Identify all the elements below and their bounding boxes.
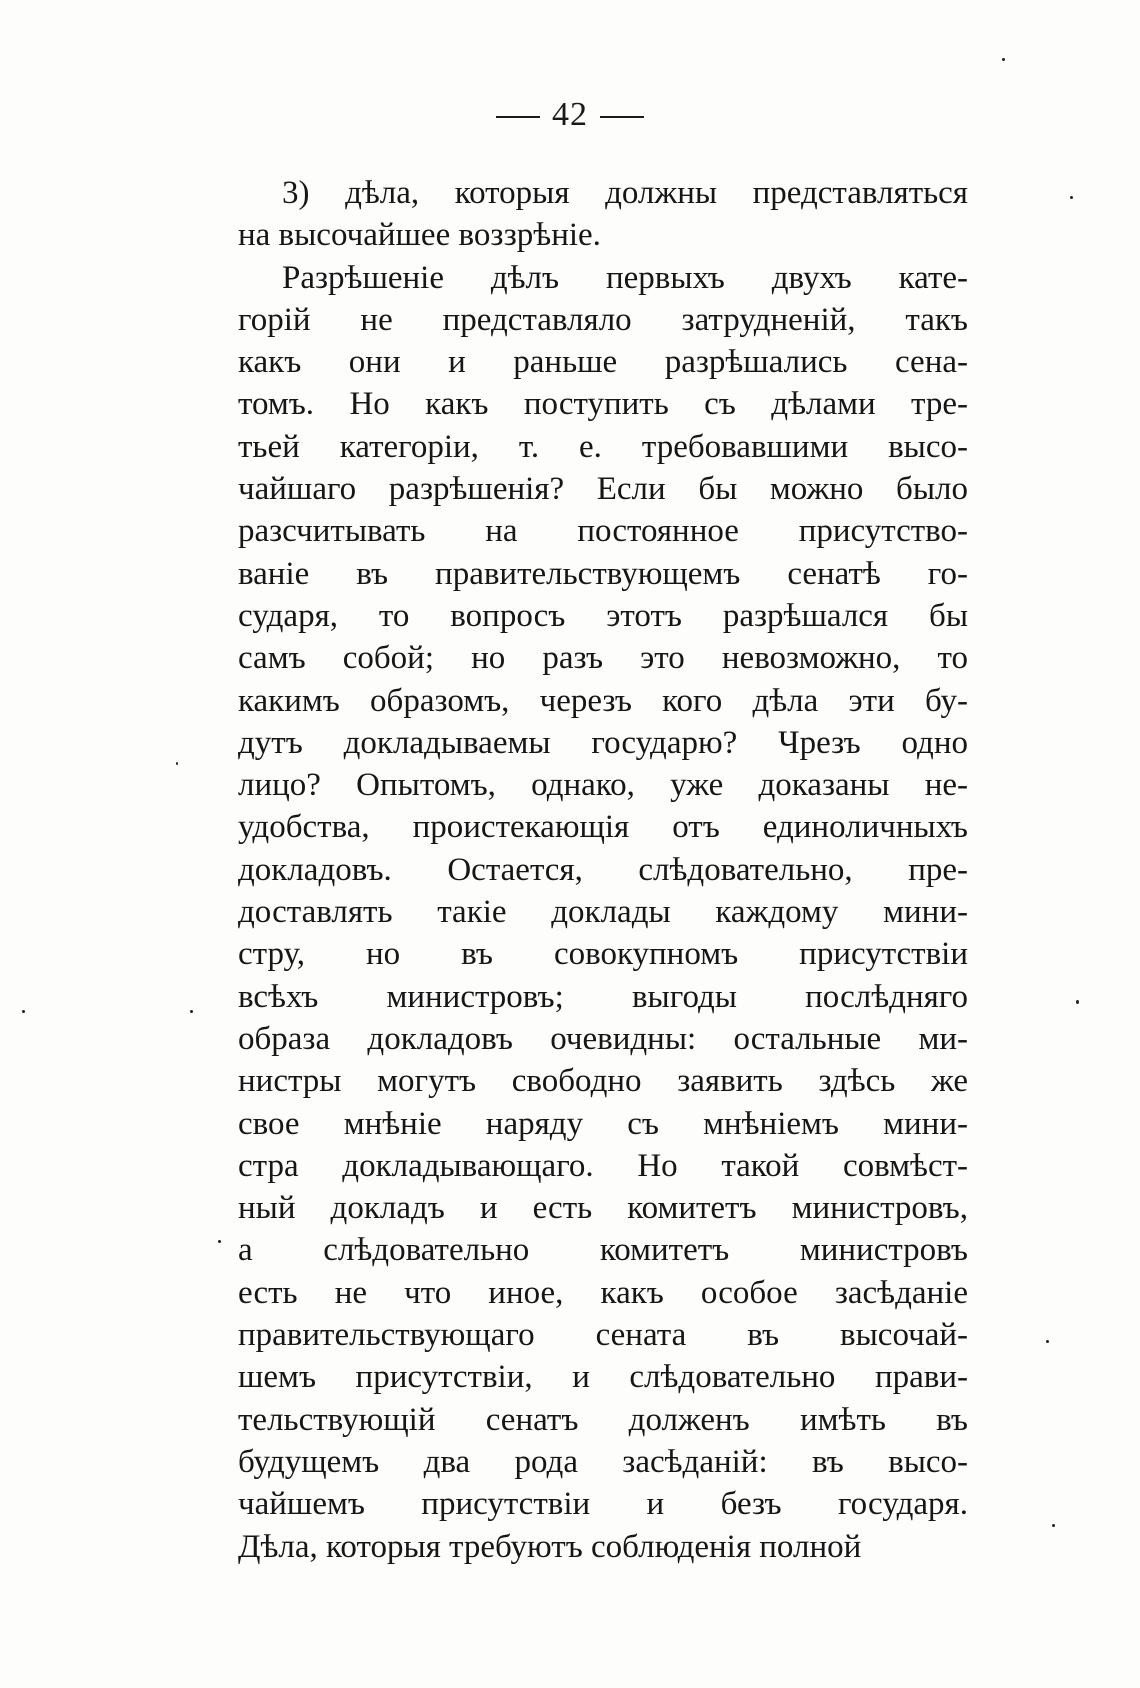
scan-speck: [1070, 196, 1073, 199]
right-dash: [600, 116, 644, 118]
text-line: стру, но въ совокупномъ присутствіи: [238, 936, 968, 973]
text-line: чайшемъ присутствіи и безъ государя.: [238, 1486, 968, 1523]
page-number: [0, 96, 1140, 134]
text-line: ный докладъ и есть комитетъ министровъ,: [238, 1190, 968, 1227]
body-text: [238, 172, 968, 1568]
left-dash: [496, 116, 540, 118]
text-line: разсчитывать на постоянное присутство-: [238, 513, 968, 550]
scan-speck: [1002, 58, 1005, 61]
text-line: самъ собой; но разъ это невозможно, то: [238, 640, 968, 677]
text-line: томъ. Но какъ поступить съ дѣлами тре-: [238, 386, 968, 423]
scan-speck: [190, 1010, 193, 1013]
text-line: будущемъ два рода засѣданій: въ высо-: [238, 1443, 968, 1480]
page-number-text: 42: [552, 96, 588, 133]
text-line: Дѣла, которыя требуютъ соблюденія полной: [238, 1528, 862, 1565]
text-line: горій не представляло затрудненій, такъ: [238, 301, 968, 338]
scan-speck: [218, 1240, 221, 1243]
text-line: Разрѣшеніе дѣлъ первыхъ двухъ кате-: [282, 259, 968, 296]
text-line: тьей категоріи, т. е. требовавшими высо-: [238, 428, 968, 465]
text-line: 3) дѣла, которыя должны представляться: [282, 175, 968, 211]
text-line: дутъ докладываемы государю? Чрезъ одно: [238, 724, 968, 761]
text-line: нистры могутъ свободно заявить здѣсь же: [238, 1063, 968, 1100]
text-line: свое мнѣніе наряду съ мнѣніемъ мини-: [238, 1105, 968, 1142]
scan-speck: [1052, 1524, 1055, 1527]
text-line: а слѣдовательно комитетъ министровъ: [238, 1232, 968, 1269]
scan-speck: [1046, 1340, 1049, 1343]
text-line: всѣхъ министровъ; выгоды послѣдняго: [238, 978, 968, 1015]
scan-speck: [22, 1010, 25, 1013]
text-line: ваніе въ правительствующемъ сенатѣ го-: [238, 555, 968, 592]
text-line: лицо? Опытомъ, однако, уже доказаны не-: [238, 767, 968, 804]
text-line: стра докладывающаго. Но такой совмѣст-: [238, 1147, 968, 1184]
text-line: есть не что иное, какъ особое засѣданіе: [238, 1274, 968, 1311]
text-line: образа докладовъ очевидны: остальные ми-: [238, 1020, 968, 1057]
text-line: сударя, то вопросъ этотъ разрѣшался бы: [238, 597, 968, 634]
text-line: чайшаго разрѣшенія? Если бы можно было: [238, 471, 968, 508]
text-line: правительствующаго сената въ высочай-: [238, 1317, 968, 1354]
text-line: тельствующій сенатъ долженъ имѣть въ: [238, 1401, 968, 1438]
text-line: удобства, проистекающія отъ единоличныхъ: [238, 809, 968, 846]
text-line: какъ они и раньше разрѣшались сена-: [238, 344, 968, 381]
text-line: какимъ образомъ, черезъ кого дѣла эти бу-: [238, 682, 968, 719]
text-line: докладовъ. Остается, слѣдовательно, пре-: [238, 851, 968, 888]
text-line: доставлять такіе доклады каждому мини-: [238, 894, 968, 931]
scan-speck: [1076, 1000, 1079, 1004]
scan-speck: [176, 762, 178, 765]
text-line: шемъ присутствіи, и слѣдовательно прави-: [238, 1359, 968, 1396]
text-line: на высочайшее воззрѣніе.: [238, 217, 601, 254]
